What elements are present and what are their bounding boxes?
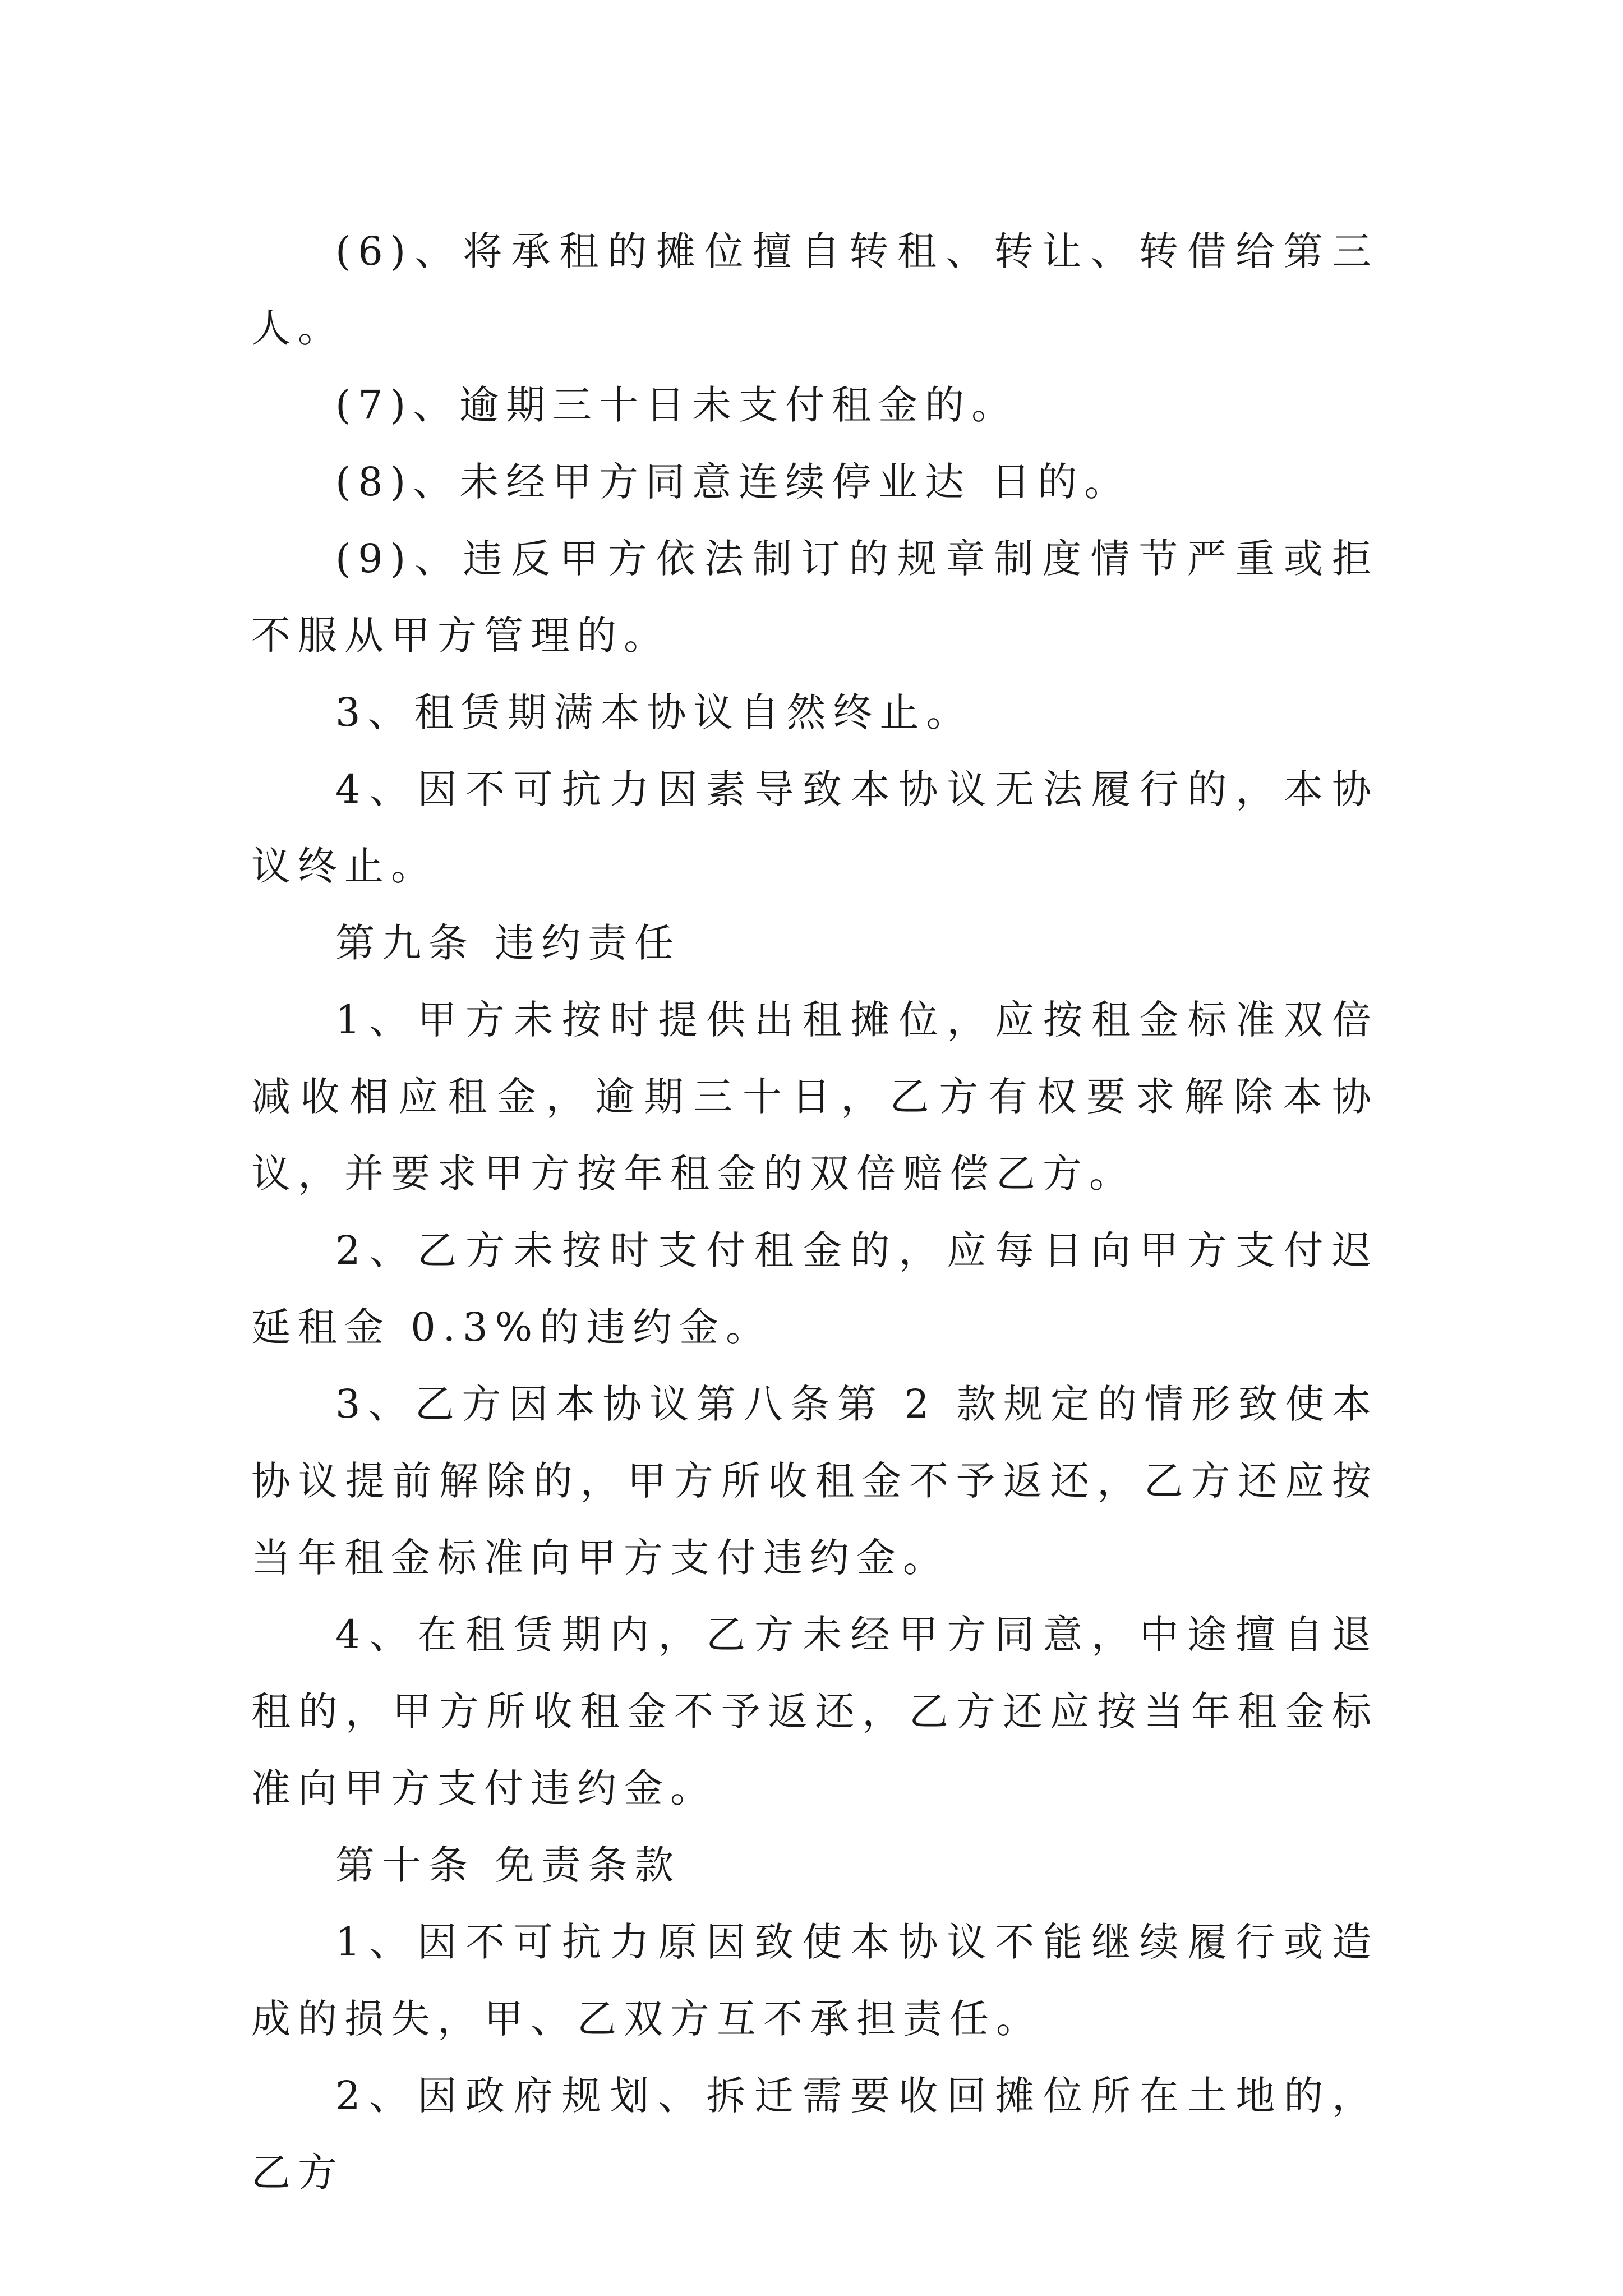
contract-item-6: (6)、将承租的摊位擅自转租、转让、转借给第三人。 <box>251 228 1378 351</box>
contract-item-9: (9)、违反甲方依法制订的规章制度情节严重或拒不服从甲方管理的。 <box>251 536 1378 659</box>
document-body <box>251 213 1378 2211</box>
article-10-heading: 第十条 免责条款 <box>335 1842 681 1888</box>
contract-clause-8-4: 4、因不可抗力因素导致本协议无法履行的，本协议终止。 <box>251 766 1378 889</box>
contract-item-7: (7)、逾期三十日未支付租金的。 <box>335 382 1018 428</box>
contract-clause-10-2: 2、因政府规划、拆迁需要收回摊位所在土地的，乙方 <box>251 2073 1378 2196</box>
contract-clause-10-1: 1、因不可抗力原因致使本协议不能继续履行或造成的损失，甲、乙双方互不承担责任。 <box>251 1919 1378 2042</box>
contract-clause-8-3: 3、租赁期满本协议自然终止。 <box>335 689 973 735</box>
contract-clause-9-2: 2、乙方未按时支付租金的，应每日向甲方支付迟延租金 0.3%的违约金。 <box>251 1227 1378 1350</box>
contract-clause-9-1: 1、甲方未按时提供出租摊位，应按租金标准双倍减收相应租金，逾期三十日，乙方有权要求解除本协议，并要求甲方按年租金的双倍赔偿乙方。 <box>251 997 1378 1197</box>
contract-item-8: (8)、未经甲方同意连续停业达 日的。 <box>335 459 1131 505</box>
article-9-heading: 第九条 违约责任 <box>335 920 681 966</box>
contract-clause-9-3: 3、乙方因本协议第八条第 2 款规定的情形致使本协议提前解除的，甲方所收租金不予返还，乙方还应按当年租金标准向甲方支付违约金。 <box>251 1381 1378 1581</box>
contract-clause-9-4: 4、在租赁期内，乙方未经甲方同意，中途擅自退租的，甲方所收租金不予返还，乙方还应按当年租金标准向甲方支付违约金。 <box>251 1612 1378 1811</box>
